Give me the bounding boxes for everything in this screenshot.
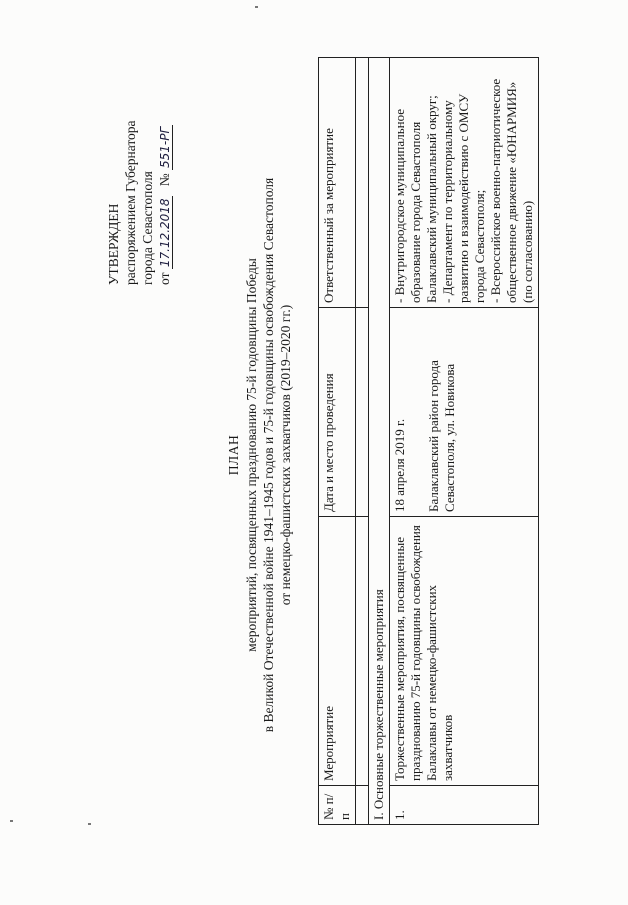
plan-table: [318, 57, 539, 825]
header-responsible: Ответственный за мероприятие: [319, 58, 356, 308]
table-row: [390, 58, 539, 825]
title-line: в Великой Отечественной войне 1941–1945 годов и 75-й годовщины освобождения Севастополя: [261, 177, 276, 733]
approval-line: распоряжением Губернатора: [123, 120, 138, 285]
approval-date-line: [156, 35, 174, 285]
title-heading: ПЛАН: [226, 434, 241, 476]
responsible-item: - Внутригородское муниципальное образование города Севастополя Балаклавский муниципальный округ;: [392, 95, 439, 303]
date-prefix: от: [157, 272, 172, 285]
approval-number: 551-РГ: [158, 126, 172, 169]
header-event: Мероприятие: [319, 517, 356, 786]
document-title: [225, 65, 294, 845]
responsible-item: - Департамент по территориальному развитию и взаимодействию с ОМСУ города Севастополя;: [440, 93, 487, 303]
row-responsible: [390, 58, 539, 308]
number-prefix: №: [157, 173, 172, 187]
approval-date: 17.12.2018: [158, 198, 172, 268]
row-date: 18 апреля 2019 г.: [392, 418, 407, 512]
approval-block: [105, 35, 174, 285]
approval-line: города Севастополя: [140, 171, 155, 285]
section-row: [369, 58, 390, 825]
row-place: Балаклавский район города Севастополя, ул. Новикова: [426, 360, 457, 512]
table-spacer-row: [356, 58, 369, 825]
row-num: 1.: [390, 786, 539, 825]
title-line: от немецко-фашистских захватчиков (2019–2020 гг.): [278, 304, 293, 606]
header-date-place: Дата и место проведения: [319, 308, 356, 517]
responsible-item: - Всероссийское военно-патриотическое общественное движение «ЮНАРМИЯ» (по согласованию): [488, 78, 535, 303]
header-num: № п/п: [319, 786, 356, 825]
row-event: Торжественные мероприятия, посвященные празднованию 75-й годовщины освобождения Балаклавы от немецко-фашистских захватчиков: [390, 517, 539, 786]
table-header-row: [319, 58, 356, 825]
row-date-place: [390, 308, 539, 517]
title-line: мероприятий, посвященных празднованию 75-й годовщины Победы: [244, 258, 259, 652]
approval-title: УТВЕРЖДЕН: [106, 203, 121, 285]
section-title: I. Основные торжественные мероприятия: [369, 58, 390, 825]
